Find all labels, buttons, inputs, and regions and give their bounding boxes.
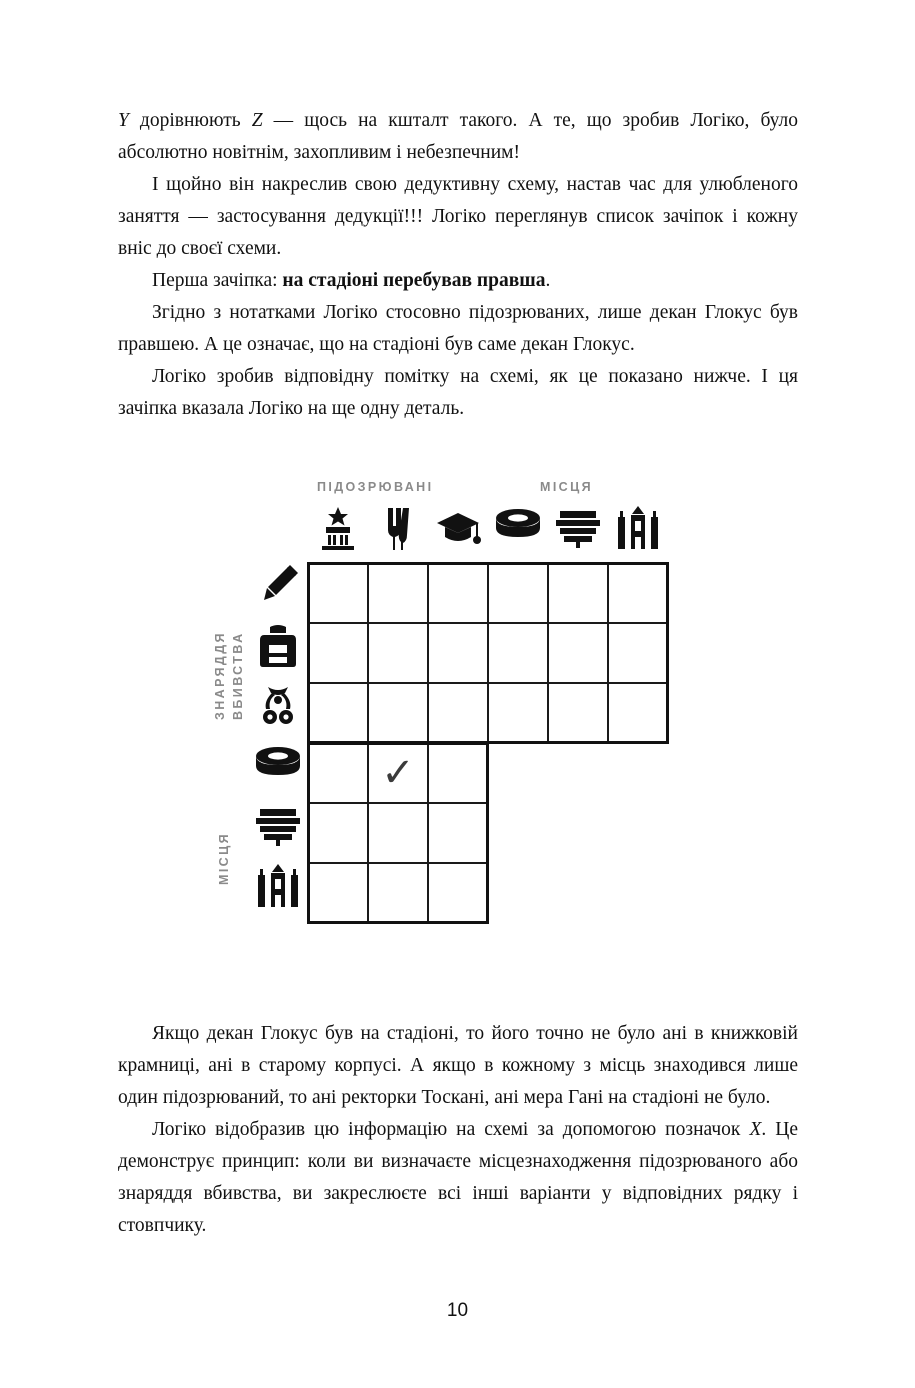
category-label-weapons-line1: ЗНАРЯДДЯ	[213, 631, 227, 720]
p1-mid: дорівнюють	[128, 110, 252, 131]
bottom-text-block	[118, 1018, 798, 1242]
graduation-cap-icon	[428, 505, 488, 551]
category-label-places-side: МІСЦЯ	[217, 831, 231, 885]
bookstore-icon	[250, 803, 306, 863]
variable-x: X	[749, 1119, 762, 1140]
top-text-block	[118, 105, 798, 425]
podium-icon	[308, 505, 368, 551]
row-header-icons	[250, 563, 306, 923]
p7-post: . Це демонструє принцип: коли ви визначаєте місцезнаходження підозрюваного або знаряддя вбивства, ви закреслюєте всі інші варіанти у відповідних рядку і стовпчику.	[118, 1119, 798, 1236]
block-outline-top	[307, 562, 669, 744]
p1-rest: — щось на кшталт такого. А те, що зробив Логіко, було абсолютно новітнім, захопливим і небезпечним!	[118, 110, 798, 163]
bookstore-icon	[548, 505, 608, 549]
paragraph-2: І щойно він накреслив свою дедуктивну схему, настав час для улюбленого заняття — застосування дедукції!!! Логіко переглянув список зачіпок і кожну вніс до своєї схеми.	[118, 174, 798, 259]
paragraph-3	[118, 265, 798, 297]
stadium-icon	[250, 743, 306, 803]
clue-period: .	[545, 270, 551, 291]
paragraph-5: Логіко зробив відповідну помітку на схемі, як це показано нижче. І ця зачіпка вказала Логіко на ще одну деталь.	[118, 366, 798, 419]
clue-text: на стадіоні перебував правша	[282, 270, 546, 291]
paragraph-7	[118, 1114, 798, 1242]
old-building-icon	[608, 505, 668, 551]
clue-intro: Перша зачіпка:	[152, 270, 283, 291]
medal-icon	[250, 683, 306, 743]
variable-y: Y	[118, 110, 129, 131]
category-label-places-top: МІСЦЯ	[540, 480, 594, 494]
p7-pre: Логіко відобразив цю інформацію на схемі за допомогою позначок	[152, 1119, 750, 1140]
variable-z: Z	[251, 110, 263, 131]
pencil-icon	[250, 563, 306, 623]
backpack-icon	[250, 623, 306, 683]
category-label-weapons-line2: ВБИВСТВА	[231, 631, 245, 720]
paragraph-1	[118, 105, 798, 169]
tuning-fork-icon	[368, 505, 428, 551]
column-header-icons	[308, 505, 668, 557]
old-building-icon	[250, 863, 306, 923]
stadium-icon	[488, 505, 548, 549]
paragraph-4: Згідно з нотатками Логіко стосовно підозрюваних, лише декан Глокус був правшею. А це означає, що на стадіоні був саме декан Глокус.	[118, 302, 798, 355]
deduction-grid	[205, 470, 705, 930]
check-mark: ✓	[381, 750, 415, 796]
grid-cells	[308, 563, 668, 923]
paragraph-6: Якщо декан Глокус був на стадіоні, то його точно не було ані в книжковій крамниці, ані в старому корпусі. А якщо в кожному з місць знаходився лише один підозрюваний, то ані ректорки Тоскані, ані мера Гані на стадіоні не було.	[118, 1023, 798, 1108]
category-label-suspects: ПІДОЗРЮВАНІ	[317, 480, 434, 494]
page-number: 10	[446, 1300, 469, 1321]
